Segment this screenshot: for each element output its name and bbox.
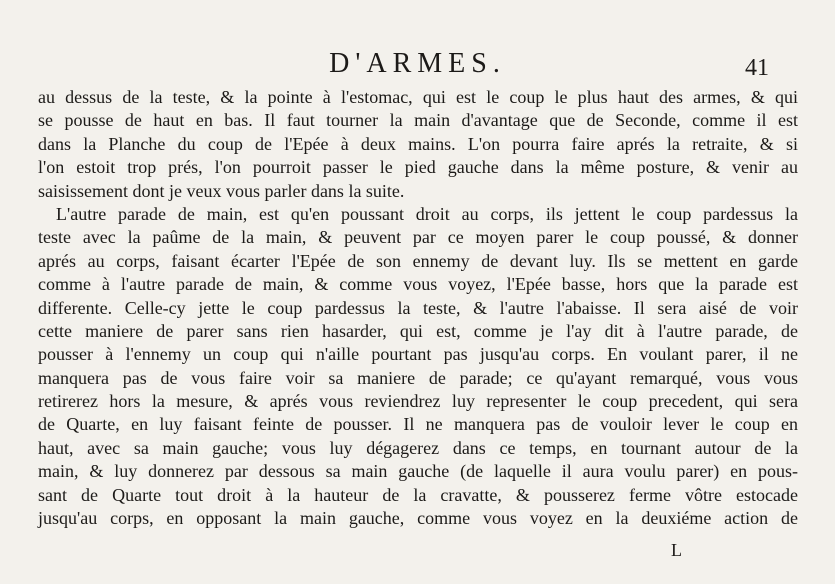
text-line: manquera pas de vous faire voir sa maniere de parade; ce qu'ayant remarqué, vous vous <box>38 367 798 388</box>
catchword: L <box>671 540 682 560</box>
text-line: aprés au corps, faisant écarter l'Epée de son ennemy de devant luy. Ils se mettent en garde <box>38 250 798 271</box>
body-text <box>38 86 798 530</box>
text-line: l'on estoit trop prés, l'on pourroit passer le pied gauche dans la même posture, & venir au <box>38 157 798 178</box>
text-line: sant de Quarte tout droit à la hauteur de la cravatte, & pousserez ferme vôtre estocade <box>38 484 798 505</box>
running-head-title: D'ARMES. <box>329 48 506 79</box>
text-line: main, & luy donnerez par dessous sa main gauche (de laquelle il aura voulu parer) en pous- <box>38 461 798 482</box>
text-line: retirerez hors la mesure, & aprés vous reviendrez luy representer le coup precedent, qui sera <box>38 391 798 412</box>
text-line: au dessus de la teste, & la pointe à l'estomac, qui est le coup le plus haut des armes, & qui <box>38 87 798 107</box>
text-line: de Quarte, en luy faisant feinte de pousser. Il ne manquera pas de vouloir lever le coup en <box>38 414 798 435</box>
text-line: jusqu'au corps, en opposant la main gauche, comme vous voyez en la deuxiéme action de <box>38 508 798 529</box>
text-line: teste avec la paûme de la main, & peuvent par ce moyen parer le coup poussé, & donner <box>38 227 798 248</box>
text-line: se pousse de haut en bas. Il faut tourner la main d'avantage que de Seconde, comme il est <box>38 110 798 131</box>
page-number: 41 <box>745 55 769 81</box>
text-line: cette maniere de parer sans rien hasarder, qui est, comme je l'ay dit à l'autre parade, de <box>38 320 798 341</box>
text-line: L'autre parade de main, est qu'en poussant droit au corps, ils jettent le coup pardessus la <box>56 203 798 224</box>
text-line: saisissement dont je veux vous parler dans la suite. <box>38 180 405 201</box>
text-line: differente. Celle-cy jette le coup pardessus la teste, & l'autre l'abaisse. Il sera aisé de voir <box>38 297 798 318</box>
text-line: dans la Planche du coup de l'Epée à deux mains. L'on pourra faire aprés la retraite, & si <box>38 133 798 154</box>
text-line: haut, avec sa main gauche; vous luy dégagerez dans ce temps, en tournant autour de la <box>38 437 798 458</box>
text-line: comme à l'autre parade de main, & comme vous voyez, l'Epée basse, hors que la parade est <box>38 274 798 295</box>
text-line: pousser à l'ennemy un coup qui n'aille pourtant pas jusqu'au corps. En voulant parer, il ne <box>38 344 798 365</box>
